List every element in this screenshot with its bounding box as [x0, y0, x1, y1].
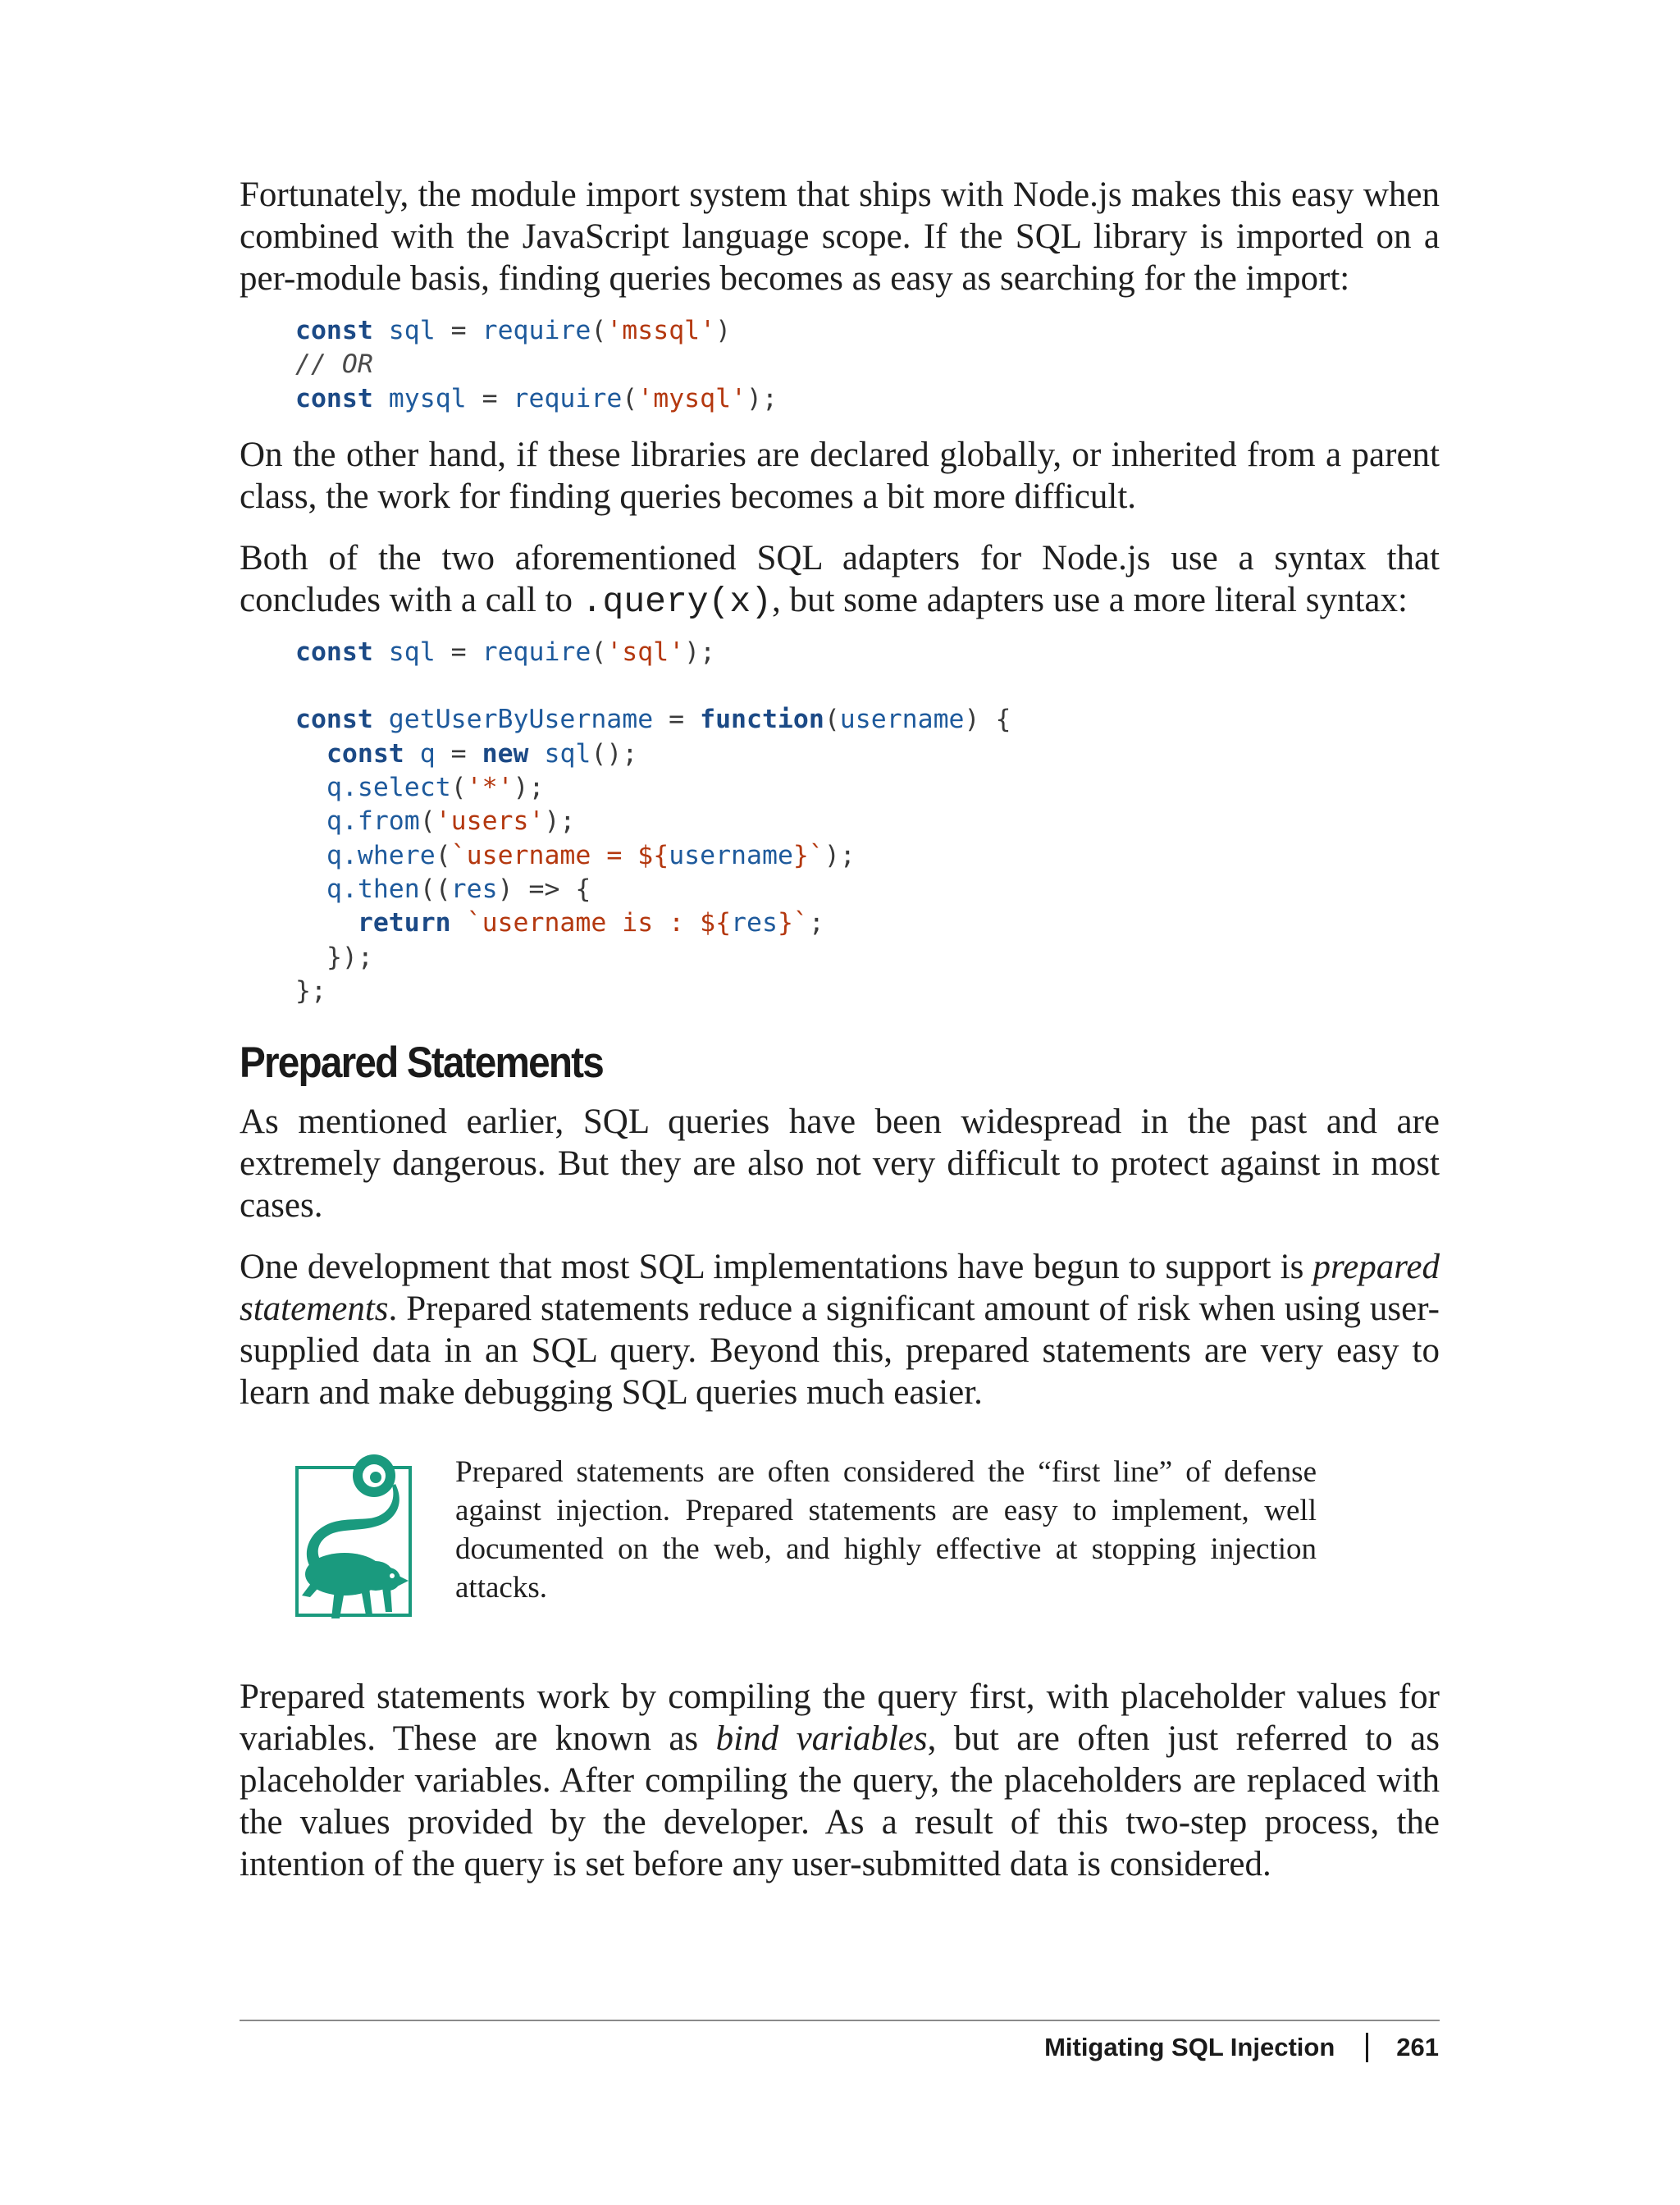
- code-string: `: [792, 908, 809, 938]
- code-punct: (: [450, 773, 467, 803]
- paragraph-text: , but are often just referred to as placeholder variables. After compiling the query, the placeholders are replaced with the values provided by the developer. As a result of this two-step process, the intention of the query is set before any user-submitted data is considered.: [240, 1719, 1440, 1884]
- code-keyword: const: [295, 383, 373, 413]
- code-keyword: return: [357, 908, 451, 938]
- emphasis-term: prepared statements: [240, 1248, 1440, 1329]
- tip-text: Prepared statements are often considered the “first line” of defense against injection. Prepared statements are easy to implement, well documented on the web, and highly effective at stopping injection attacks.: [455, 1455, 1317, 1605]
- emphasis-term: bind variables: [715, 1719, 928, 1759]
- code-punct: );: [684, 637, 716, 667]
- inline-code: .query(x): [581, 581, 772, 622]
- footer-section-title: Mitigating SQL Injection: [1044, 2033, 1335, 2061]
- page-content: [240, 174, 1440, 1885]
- code-punct: (: [435, 840, 451, 870]
- code-line: [295, 637, 715, 667]
- code-line: [295, 316, 731, 345]
- code-string: ${: [637, 840, 669, 870]
- code-punct: ): [715, 316, 732, 345]
- code-punct: ) {: [964, 705, 1011, 735]
- code-identifier: getUserByUsername: [388, 705, 654, 735]
- code-function: .where: [341, 840, 436, 870]
- paragraph-globals: On the other hand, if these libraries are declared globally, or inherited from a parent class, the work for finding queries becomes a bit more difficult.: [240, 435, 1440, 516]
- code-line: [326, 874, 591, 904]
- page-footer: [1044, 2033, 1439, 2062]
- paragraph-text: One development that most SQL implementations have begun to support is: [240, 1248, 1313, 1287]
- code-keyword: new: [482, 738, 529, 769]
- code-identifier: mysql: [388, 383, 467, 413]
- code-line: [326, 806, 575, 836]
- code-punct: ) => {: [497, 874, 591, 904]
- code-punct: (: [824, 705, 840, 735]
- code-line: });: [326, 942, 373, 972]
- paragraph-text: Both of the two aforementioned SQL adapters for Node.js use a syntax that concludes with a call to: [240, 538, 1440, 619]
- code-function: require: [482, 316, 591, 345]
- code-line: [326, 841, 856, 870]
- code-punct: ;: [808, 908, 824, 938]
- code-identifier: username: [839, 705, 965, 735]
- code-line: [358, 908, 824, 938]
- footer-separator: [1366, 2033, 1368, 2062]
- code-identifier: q: [326, 874, 342, 904]
- code-identifier: sql: [388, 637, 436, 667]
- paragraph-module-import: Fortunately, the module import system that ships with Node.js makes this easy when combined with the JavaScript language scope. If the SQL library is imported on a per-module basis, finding queries becomes as easy as searching for the import:: [240, 176, 1440, 298]
- code-punct: );: [513, 773, 545, 803]
- code-line: [295, 384, 778, 413]
- code-punct: ((: [419, 874, 451, 904]
- code-punct: (: [591, 316, 607, 345]
- footer-divider: [240, 2020, 1440, 2021]
- paragraph-text: , but some adapters use a more literal syntax:: [771, 580, 1408, 619]
- code-comment: // OR: [295, 349, 373, 380]
- paragraph-bind-variables: [240, 1676, 1440, 1885]
- paragraph-text: . Prepared statements reduce a significant amount of risk when using user-supplied data in an SQL query. Beyond this, prepared statements are very easy to learn and make debugging SQL queries much easier.: [240, 1290, 1440, 1413]
- code-keyword: const: [295, 316, 373, 345]
- code-identifier: sql: [388, 316, 436, 345]
- code-string: }: [792, 840, 809, 870]
- code-operator: =: [435, 637, 482, 667]
- code-string: 'sql': [606, 637, 685, 667]
- code-punct: );: [824, 840, 856, 870]
- code-keyword: const: [295, 637, 373, 667]
- code-string: ${: [700, 908, 732, 938]
- code-operator: =: [435, 316, 482, 345]
- code-keyword: function: [700, 705, 824, 735]
- paragraph-text: Prepared statements work by compiling the query first, with placeholder values for variables. These are known as: [240, 1678, 1440, 1759]
- code-line: };: [295, 975, 326, 1006]
- code-operator: =: [435, 738, 482, 769]
- code-identifier: q: [326, 806, 342, 837]
- code-string: 'mysql': [637, 383, 747, 413]
- section-heading: Prepared Statements: [240, 1039, 603, 1088]
- code-punct: ();: [591, 738, 638, 769]
- code-punct: (: [419, 806, 436, 837]
- code-string: 'mssql': [606, 316, 716, 345]
- code-identifier: q: [419, 738, 436, 769]
- code-punct: );: [544, 806, 576, 837]
- page-number: 261: [1396, 2033, 1439, 2061]
- code-string: `username =: [450, 840, 638, 870]
- code-line: [326, 773, 545, 802]
- code-string: 'users': [435, 806, 545, 837]
- code-string: }: [777, 908, 793, 938]
- paragraph-prepared: [240, 1246, 1440, 1413]
- code-function: require: [513, 383, 623, 413]
- code-function: .from: [341, 806, 420, 837]
- code-block-literal-syntax: [240, 636, 1440, 1008]
- tip-callout: [240, 1451, 1440, 1638]
- code-keyword: const: [326, 738, 404, 769]
- code-function: require: [482, 637, 591, 667]
- code-function: .then: [341, 874, 420, 904]
- code-string: `: [808, 840, 824, 870]
- code-identifier: q: [326, 840, 342, 870]
- code-string: `username is :: [466, 908, 701, 938]
- code-line: [326, 739, 637, 769]
- paragraph-dangerous: As mentioned earlier, SQL queries have been widespread in the past and are extremely dangerous. But they are also not very difficult to protect against in most cases.: [240, 1102, 1440, 1226]
- code-punct: (: [591, 637, 607, 667]
- code-operator: =: [466, 383, 514, 413]
- code-keyword: const: [295, 705, 373, 735]
- code-identifier: q: [326, 773, 342, 803]
- code-identifier: res: [731, 908, 778, 938]
- code-punct: (: [622, 383, 638, 413]
- code-function: .select: [341, 773, 451, 803]
- code-line: [295, 705, 1011, 734]
- code-operator: =: [653, 705, 701, 735]
- code-identifier: res: [450, 874, 498, 904]
- lemur-tip-icon: [294, 1451, 415, 1627]
- code-identifier: username: [669, 840, 793, 870]
- code-block-require: [240, 314, 1440, 416]
- paragraph-adapters: [240, 537, 1440, 623]
- code-punct: );: [746, 383, 778, 413]
- code-function: sql: [544, 738, 591, 769]
- code-string: '*': [466, 773, 514, 803]
